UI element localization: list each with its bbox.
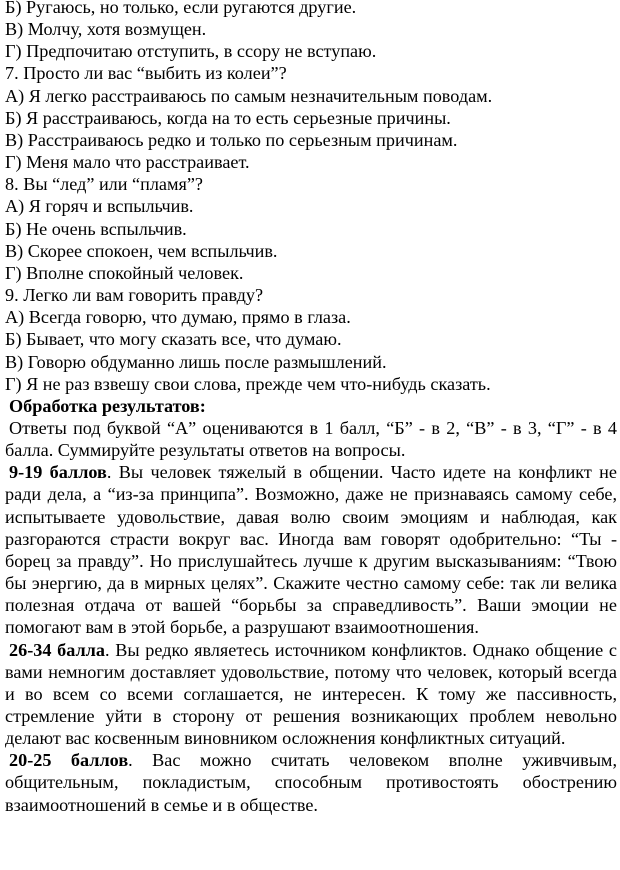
results-heading: Обработка результатов:	[9, 395, 206, 416]
result-range-low: 9-19 баллов	[9, 462, 107, 483]
result-text-mid: . Вас можно считать человеком вполне уживчивым, общительным, покладистым, способным противостоять обострению взаимоотношений в семье и в обществе.	[5, 750, 617, 815]
result-range-mid: 20-25 баллов	[9, 750, 129, 771]
result-block-mid	[5, 749, 617, 815]
document-page	[5, 0, 617, 816]
question-9: 9. Легко ли вам говорить правду?	[5, 285, 264, 306]
answer-8b: Б) Не очень вспыльчив.	[5, 218, 187, 239]
scoring-intro: Ответы под буквой “А” оцениваются в 1 балл, “Б” - в 2, “В” - в 3, “Г” - в 4 балла. Суммируйте результаты ответов на вопросы.	[5, 417, 617, 461]
question-8: 8. Вы “лед” или “пламя”?	[5, 174, 204, 195]
result-text-low: . Вы человек тяжелый в общении. Часто идете на конфликт не ради дела, а “из-за принципа”. Возможно, даже не признаваясь самому себе, испытываете удовольствие, давая волю своим эмоциям и наблюдая, как разгораются страсти вокруг вас. Иногда вам говорят одобрительно: “Ты - борец за правду”. Но прислушайтесь лучше к другим высказываниям: “Твою бы энергию, да в мирных целях”. Скажите честно самому себе: так ли велика полезная отдача от вашей “борьбы за справедливость”. Ваши эмоции не помогают вам в этой борьбе, а разрушают взаимоотношения.	[5, 462, 617, 638]
answer-8a: А) Я горяч и вспыльчив.	[5, 196, 194, 217]
answer-6b: Б) Ругаюсь, но только, если ругаются другие.	[5, 0, 357, 17]
result-text-high: . Вы редко являетесь источником конфликтов. Однако общение с вами немногим доставляет удовольствие, потому что человек, который всегда и во всем со всеми соглашается, не интересен. К тому же пассивность, стремление уйти в сторону от решения возникающих проблем невольно делают вас косвенным виновником осложнения конфликтных ситуаций.	[5, 639, 618, 749]
answer-7v: В) Расстраиваюсь редко и только по серьезным причинам.	[5, 129, 458, 150]
answer-9b: Б) Бывает, что могу сказать все, что думаю.	[5, 329, 342, 350]
answer-6v: В) Молчу, хотя возмущен.	[5, 19, 207, 40]
answer-7b: Б) Я расстраиваюсь, когда на то есть серьезные причины.	[5, 107, 451, 128]
result-block-low	[5, 461, 617, 638]
result-range-high: 26-34 балла	[9, 639, 105, 660]
question-7: 7. Просто ли вас “выбить из колеи”?	[5, 63, 287, 84]
answer-9a: А) Всегда говорю, что думаю, прямо в глаза.	[5, 307, 351, 328]
answer-8g: Г) Вполне спокойный человек.	[5, 262, 244, 283]
answer-9g: Г) Я не раз взвешу свои слова, прежде чем что-нибудь сказать.	[5, 373, 491, 394]
answer-8v: В) Скорее спокоен, чем вспыльчив.	[5, 240, 278, 261]
result-block-high	[5, 639, 617, 750]
answer-6g: Г) Предпочитаю отступить, в ссору не вступаю.	[5, 41, 377, 62]
answer-7a: А) Я легко расстраиваюсь по самым незначительным поводам.	[5, 85, 493, 106]
answer-9v: В) Говорю обдуманно лишь после размышлений.	[5, 351, 387, 372]
answer-7g: Г) Меня мало что расстраивает.	[5, 152, 250, 173]
